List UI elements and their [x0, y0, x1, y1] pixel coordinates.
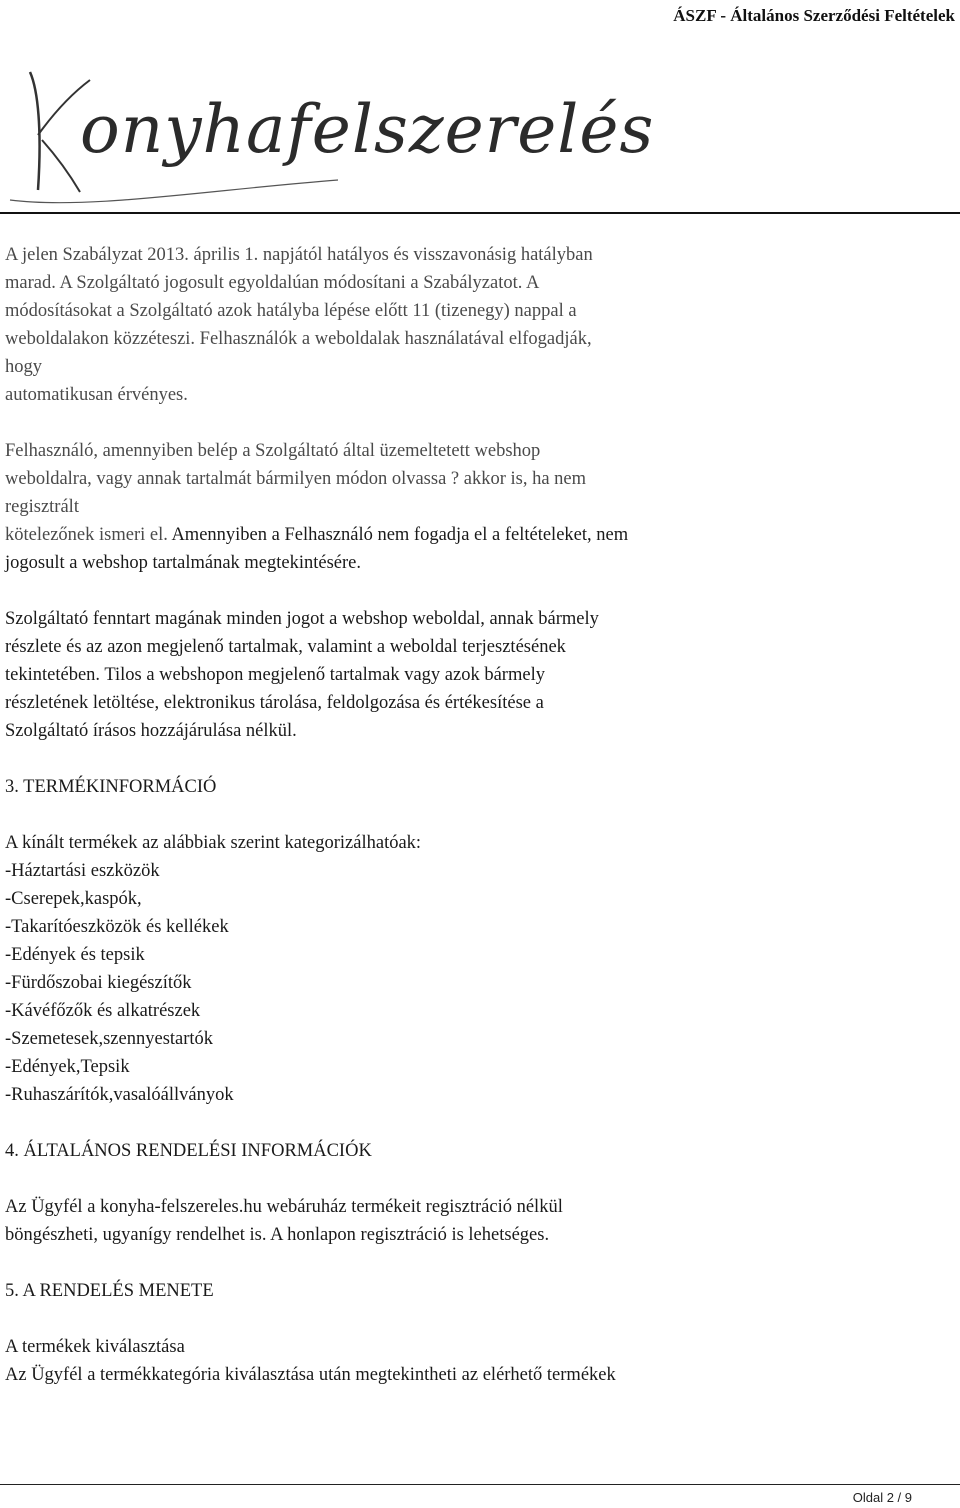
section-heading-order-process: 5. A RENDELÉS MENETE [5, 1281, 214, 1301]
footer-divider [0, 1484, 960, 1485]
section-heading-ordering-info: 4. ÁLTALÁNOS RENDELÉSI INFORMÁCIÓK [5, 1141, 372, 1161]
document-body [5, 241, 775, 1417]
text-line: kötelezőnek ismeri el. [5, 525, 168, 545]
text-line: marad. A Szolgáltató jogosult egyoldalúan módosítani a Szabályzatot. A [5, 273, 540, 293]
list-item: -Kávéfőzők és alkatrészek [5, 1001, 201, 1021]
list-item: -Ruhaszárítók,vasalóállványok [5, 1085, 234, 1105]
list-item: -Cserepek,kaspók, [5, 889, 142, 909]
header-divider [0, 212, 960, 214]
text-line: A jelen Szabályzat 2013. április 1. napjától hatályos és visszavonásig hatályban [5, 245, 593, 265]
text-line: Az Ügyfél a konyha-felszereles.hu webáruház termékeit regisztráció nélkül [5, 1197, 563, 1217]
list-item: -Takarítóeszközök és kellékek [5, 917, 229, 937]
text-line: Szolgáltató írásos hozzájárulása nélkül. [5, 721, 297, 741]
text-line: weboldalakon közzéteszi. Felhasználók a weboldalak használatával elfogadják, [5, 329, 592, 349]
paragraph-rights [5, 605, 775, 745]
text-line: Felhasználó, amennyiben belép a Szolgáltató által üzemeltetett webshop [5, 441, 541, 461]
text-line: részletének letöltése, elektronikus tárolása, feldolgozása és értékesítése a [5, 693, 544, 713]
page-header-title: ÁSZF - Általános Szerződési Feltételek [673, 6, 955, 25]
text-line: automatikusan érvényes. [5, 385, 188, 405]
text-line: tekintetében. Tilos a webshopon megjelenő tartalmak vagy azok bármely [5, 665, 545, 685]
page-number: Oldal 2 / 9 [852, 1490, 912, 1505]
paragraph-order-process [5, 1333, 775, 1389]
text-line: böngészheti, ugyanígy rendelhet is. A honlapon regisztráció is lehetséges. [5, 1225, 550, 1245]
category-list [5, 857, 775, 1109]
text-line: jogosult a webshop tartalmának megtekintésére. [5, 553, 362, 573]
list-item: -Edények,Tepsik [5, 1057, 130, 1077]
paragraph-ordering [5, 1193, 775, 1249]
text-line: Az Ügyfél a termékkategória kiválasztása után megtekintheti az elérhető termékek [5, 1365, 616, 1385]
svg-text:onyhafelszerelés: onyhafelszerelés [80, 91, 655, 168]
paragraph-acceptance [5, 437, 775, 577]
text-line: Szolgáltató fenntart magának minden jogot a webshop weboldal, annak bármely [5, 609, 599, 629]
text-line: módosításokat a Szolgáltató azok hatályba lépése előtt 11 (tizenegy) nappal a [5, 301, 577, 321]
text-line: hogy [5, 357, 42, 377]
list-item: -Háztartási eszközök [5, 861, 160, 881]
text-line: A termékek kiválasztása [5, 1337, 185, 1357]
text-line: regisztrált [5, 497, 79, 517]
text-line: weboldalra, vagy annak tartalmát bármilyen módon olvassa ? akkor is, ha nem [5, 469, 587, 489]
text-line: részlete és az azon megjelenő tartalmak, valamint a weboldal terjesztésének [5, 637, 566, 657]
paragraph-validity [5, 241, 775, 409]
text-line: Amennyiben a Felhasználó nem fogadja el a feltételeket, nem [167, 525, 629, 545]
category-intro: A kínált termékek az alábbiak szerint kategorizálhatóak: [5, 833, 422, 853]
company-logo [8, 40, 655, 210]
list-item: -Fürdőszobai kiegészítők [5, 973, 192, 993]
list-item: -Edények és tepsik [5, 945, 145, 965]
section-heading-product-info: 3. TERMÉKINFORMÁCIÓ [5, 777, 217, 797]
list-item: -Szemetesek,szennyestartók [5, 1029, 214, 1049]
